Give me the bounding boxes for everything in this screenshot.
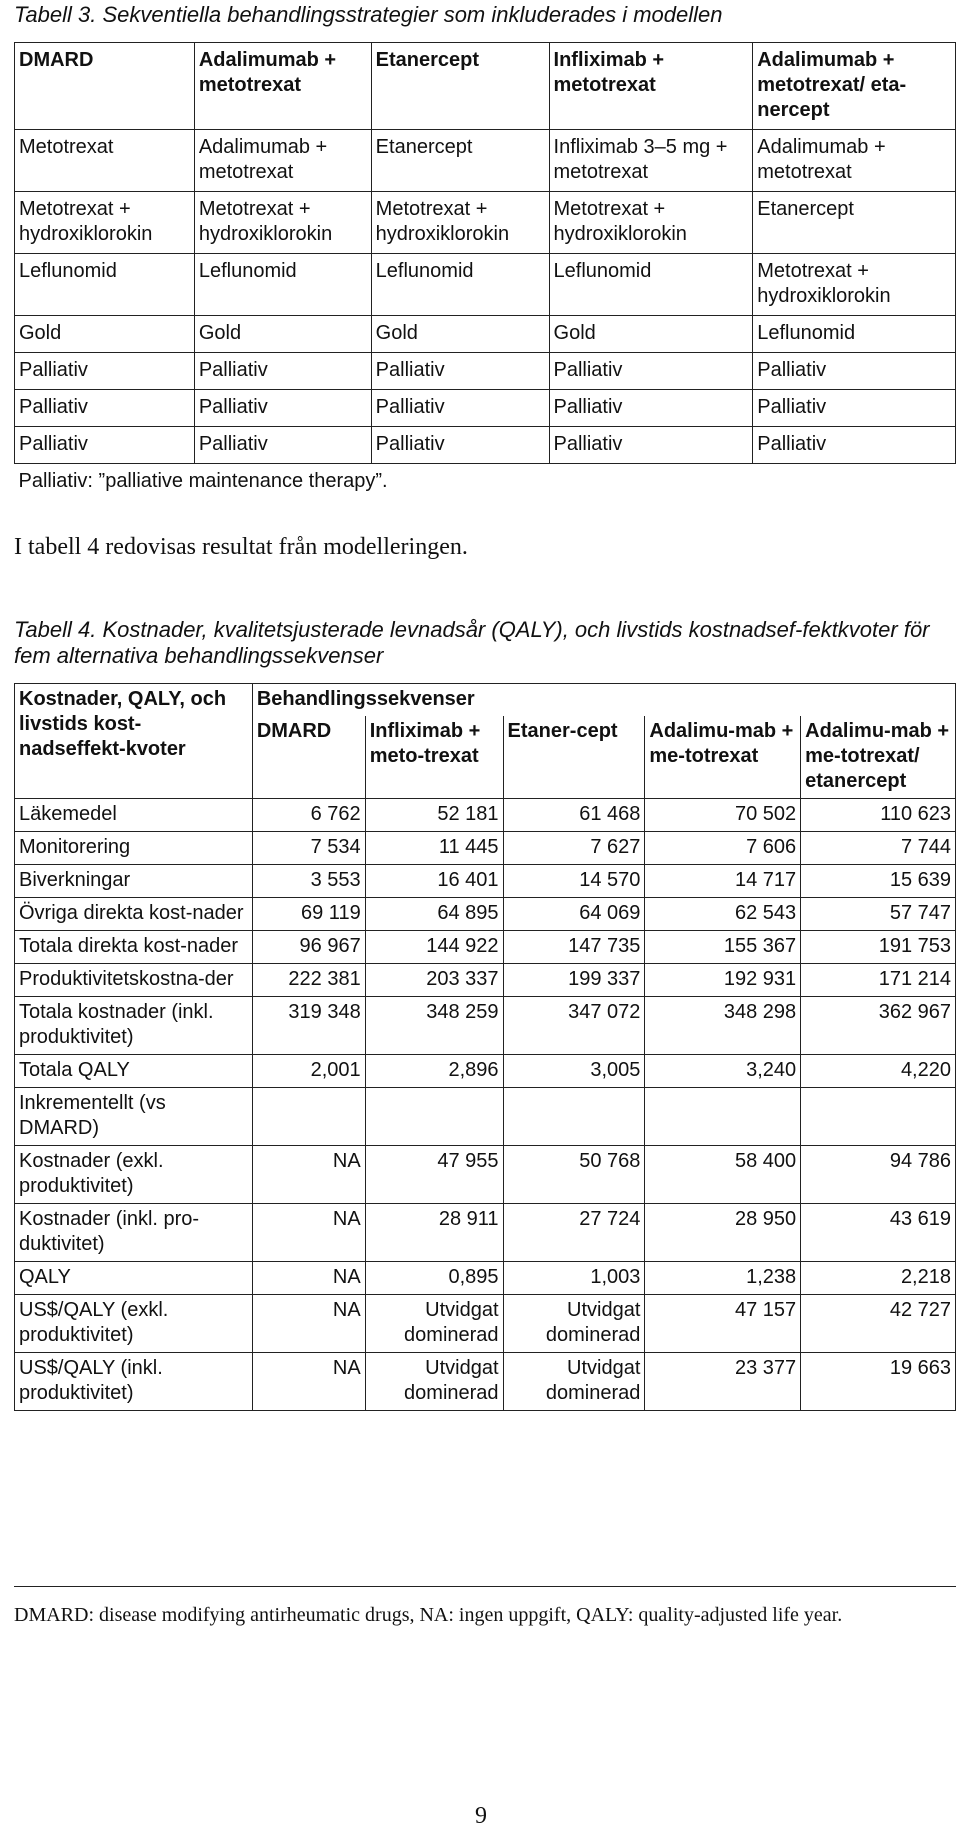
- table4-cell: 171 214: [801, 964, 956, 997]
- table4-cell: 58 400: [645, 1146, 801, 1204]
- table4-cell: 348 298: [645, 997, 801, 1055]
- table3-cell: Palliativ: [753, 390, 956, 427]
- table4-cell: 69 119: [252, 898, 365, 931]
- table4-row: [15, 1295, 956, 1353]
- table4-cell: 28 950: [645, 1204, 801, 1262]
- table3-header-row: [15, 43, 956, 130]
- table4-cell: 192 931: [645, 964, 801, 997]
- table3-cell: Adalimumab + metotrexat: [753, 130, 956, 192]
- table4-row-label: Kostnader (exkl. produktivitet): [15, 1146, 253, 1204]
- table4-header-cell: Etaner-cept: [503, 716, 645, 799]
- table4-caption: Tabell 4. Kostnader, kvalitetsjusterade levnadsår (QALY), och livstids kostnadsef-fektkvoter för fem alternativa behandlingssekvenser: [14, 617, 930, 668]
- body-paragraph: I tabell 4 redovisas resultat från modelleringen.: [14, 534, 468, 560]
- table4-cell: 191 753: [801, 931, 956, 964]
- table4-cell: [801, 1088, 956, 1146]
- table4-header-cell: Adalimu-mab + me-totrexat/ etanercept: [801, 716, 956, 799]
- table4-cell: 3,005: [503, 1055, 645, 1088]
- table3-cell: Metotrexat + hydroxiklorokin: [549, 192, 753, 254]
- table3-cell: Palliativ: [371, 353, 549, 390]
- table3-header-cell: Etanercept: [371, 43, 549, 130]
- table4-row-label: Biverkningar: [15, 865, 253, 898]
- table4-cell: 14 717: [645, 865, 801, 898]
- table3-cell: Etanercept: [371, 130, 549, 192]
- table4-cell: 3 553: [252, 865, 365, 898]
- table3-cell: Palliativ: [15, 390, 195, 427]
- table3-caption: Tabell 3. Sekventiella behandlingsstrategier som inkluderades i modellen: [14, 2, 723, 27]
- table4-cell: Utvidgat dominerad: [503, 1295, 645, 1353]
- table3-cell: Etanercept: [753, 192, 956, 254]
- table3-cell: Gold: [549, 316, 753, 353]
- table3-row: [15, 316, 956, 353]
- table4-header-cell: DMARD: [252, 716, 365, 799]
- table3-cell: Leflunomid: [371, 254, 549, 316]
- table3-footnote-row: [15, 464, 956, 501]
- table4-cell: 14 570: [503, 865, 645, 898]
- table4-row: [15, 1353, 956, 1411]
- table4-cell: 50 768: [503, 1146, 645, 1204]
- table4-group-header: Behandlingssekvenser: [252, 684, 955, 717]
- table3-cell: Palliativ: [549, 353, 753, 390]
- table4-body: [15, 799, 956, 1411]
- table3-cell: Metotrexat + hydroxiklorokin: [753, 254, 956, 316]
- table3-row: [15, 427, 956, 464]
- table4-header-row: [15, 684, 956, 717]
- table4-row-label: Kostnader (inkl. pro-duktivitet): [15, 1204, 253, 1262]
- table4-row: [15, 1146, 956, 1204]
- table4-row-label: Produktivitetskostna-der: [15, 964, 253, 997]
- table4-cell: 2,896: [365, 1055, 503, 1088]
- table4-cell: 62 543: [645, 898, 801, 931]
- table3-cell: Palliativ: [371, 427, 549, 464]
- table4-cell: [252, 1088, 365, 1146]
- table4-row: [15, 964, 956, 997]
- table4-cell: 6 762: [252, 799, 365, 832]
- table4-cell: NA: [252, 1204, 365, 1262]
- table4-cell: 110 623: [801, 799, 956, 832]
- table3-header-cell: Infliximab + metotrexat: [549, 43, 753, 130]
- page-number: 9: [475, 1803, 487, 1829]
- table4-row-label: Totala kostnader (inkl. produktivitet): [15, 997, 253, 1055]
- table4-cell: 199 337: [503, 964, 645, 997]
- table4-cell: 347 072: [503, 997, 645, 1055]
- table3-row: [15, 192, 956, 254]
- table4-cell: 7 534: [252, 832, 365, 865]
- table3-header-cell: Adalimumab + metotrexat/ eta-nercept: [753, 43, 956, 130]
- table3-cell: Palliativ: [549, 390, 753, 427]
- table3-cell: Metotrexat + hydroxiklorokin: [194, 192, 371, 254]
- table4-cell: 3,240: [645, 1055, 801, 1088]
- table4-row: [15, 1262, 956, 1295]
- table3-cell: Gold: [194, 316, 371, 353]
- table4-cell: 27 724: [503, 1204, 645, 1262]
- table4-cell: 362 967: [801, 997, 956, 1055]
- table4-cell: 47 157: [645, 1295, 801, 1353]
- table4-cell: 96 967: [252, 931, 365, 964]
- table3-header-cell: DMARD: [15, 43, 195, 130]
- table4-row: [15, 1204, 956, 1262]
- table4-cell: 2,001: [252, 1055, 365, 1088]
- table3-cell: Palliativ: [15, 353, 195, 390]
- table4-cell: 222 381: [252, 964, 365, 997]
- table4-cell: 15 639: [801, 865, 956, 898]
- table3-cell: Palliativ: [15, 427, 195, 464]
- table3-cell: Metotrexat + hydroxiklorokin: [15, 192, 195, 254]
- table3-cell: Metotrexat + hydroxiklorokin: [371, 192, 549, 254]
- table4-row: [15, 931, 956, 964]
- table4-cell: 0,895: [365, 1262, 503, 1295]
- table3-footnote: Palliativ: ”palliative maintenance therapy”.: [15, 464, 956, 501]
- table3-cell: Palliativ: [194, 427, 371, 464]
- table4-row: [15, 1055, 956, 1088]
- table3-cell: Palliativ: [549, 427, 753, 464]
- table4-cell: [645, 1088, 801, 1146]
- table3-cell: Leflunomid: [549, 254, 753, 316]
- table3: [14, 42, 956, 500]
- table4-row-label: Totala QALY: [15, 1055, 253, 1088]
- table4-cell: 61 468: [503, 799, 645, 832]
- table4-row: [15, 997, 956, 1055]
- table4-cell: 203 337: [365, 964, 503, 997]
- table4-row-label: Monitorering: [15, 832, 253, 865]
- table4-cell: NA: [252, 1353, 365, 1411]
- table4-cell: 23 377: [645, 1353, 801, 1411]
- table3-row: [15, 390, 956, 427]
- table4-cell: Utvidgat dominerad: [365, 1295, 503, 1353]
- table3-cell: Palliativ: [753, 353, 956, 390]
- table4-row: [15, 1088, 956, 1146]
- table4-cell: NA: [252, 1295, 365, 1353]
- table4-cell: 144 922: [365, 931, 503, 964]
- table4-cell: 64 069: [503, 898, 645, 931]
- table3-cell: Adalimumab + metotrexat: [194, 130, 371, 192]
- table4-cell: 4,220: [801, 1055, 956, 1088]
- table3-cell: Palliativ: [194, 353, 371, 390]
- table4-cell: 52 181: [365, 799, 503, 832]
- table4-row: [15, 865, 956, 898]
- table3-cell: Leflunomid: [15, 254, 195, 316]
- table4-cell: 1,003: [503, 1262, 645, 1295]
- table4: [14, 683, 956, 1411]
- table4-cell: 7 606: [645, 832, 801, 865]
- table4-row-label: US$/QALY (inkl. produktivitet): [15, 1353, 253, 1411]
- table4-cell: NA: [252, 1146, 365, 1204]
- table4-row-label: Läkemedel: [15, 799, 253, 832]
- table4-cell: Utvidgat dominerad: [365, 1353, 503, 1411]
- table4-row-label: QALY: [15, 1262, 253, 1295]
- table3-header-cell: Adalimumab + metotrexat: [194, 43, 371, 130]
- table4-cell: 42 727: [801, 1295, 956, 1353]
- table3-cell: Gold: [371, 316, 549, 353]
- table4-cell: 43 619: [801, 1204, 956, 1262]
- table3-cell: Metotrexat: [15, 130, 195, 192]
- table4-header-cell: Infliximab + meto-trexat: [365, 716, 503, 799]
- table4-row: [15, 799, 956, 832]
- table4-cell: 64 895: [365, 898, 503, 931]
- table4-row-label: Inkrementellt (vs DMARD): [15, 1088, 253, 1146]
- table4-cell: 70 502: [645, 799, 801, 832]
- table4-row: [15, 832, 956, 865]
- table3-row: [15, 353, 956, 390]
- table4-cell: Utvidgat dominerad: [503, 1353, 645, 1411]
- table4-cell: 7 744: [801, 832, 956, 865]
- table4-cell: 94 786: [801, 1146, 956, 1204]
- table4-cell: 7 627: [503, 832, 645, 865]
- table4-cell: 47 955: [365, 1146, 503, 1204]
- table4-cell: 1,238: [645, 1262, 801, 1295]
- table4-cell: 11 445: [365, 832, 503, 865]
- table3-row: [15, 130, 956, 192]
- table4-cell: 155 367: [645, 931, 801, 964]
- table4-row-label: US$/QALY (exkl. produktivitet): [15, 1295, 253, 1353]
- table4-row-label: Övriga direkta kost-nader: [15, 898, 253, 931]
- table3-cell: Infliximab 3–5 mg + metotrexat: [549, 130, 753, 192]
- table4-cell: 19 663: [801, 1353, 956, 1411]
- table3-row: [15, 254, 956, 316]
- table4-corner-header: Kostnader, QALY, och livstids kost-nadseffekt-kvoter: [15, 684, 253, 799]
- table4-cell: 16 401: [365, 865, 503, 898]
- table4-cell: 57 747: [801, 898, 956, 931]
- table3-cell: Leflunomid: [194, 254, 371, 316]
- table4-cell: 319 348: [252, 997, 365, 1055]
- table4-cell: [365, 1088, 503, 1146]
- table3-cell: Palliativ: [371, 390, 549, 427]
- section-divider: [14, 1586, 956, 1587]
- footnote: DMARD: disease modifying antirheumatic drugs, NA: ingen uppgift, QALY: quality-adjusted life year.: [14, 1604, 843, 1626]
- table4-cell: 147 735: [503, 931, 645, 964]
- table4-cell: 2,218: [801, 1262, 956, 1295]
- table4-row-label: Totala direkta kost-nader: [15, 931, 253, 964]
- table4-cell: 28 911: [365, 1204, 503, 1262]
- table3-cell: Gold: [15, 316, 195, 353]
- table4-cell: 348 259: [365, 997, 503, 1055]
- table4-header-cell: Adalimu-mab + me-totrexat: [645, 716, 801, 799]
- table3-cell: Palliativ: [194, 390, 371, 427]
- table4-row: [15, 898, 956, 931]
- table3-cell: Leflunomid: [753, 316, 956, 353]
- table4-cell: NA: [252, 1262, 365, 1295]
- table4-cell: [503, 1088, 645, 1146]
- table3-cell: Palliativ: [753, 427, 956, 464]
